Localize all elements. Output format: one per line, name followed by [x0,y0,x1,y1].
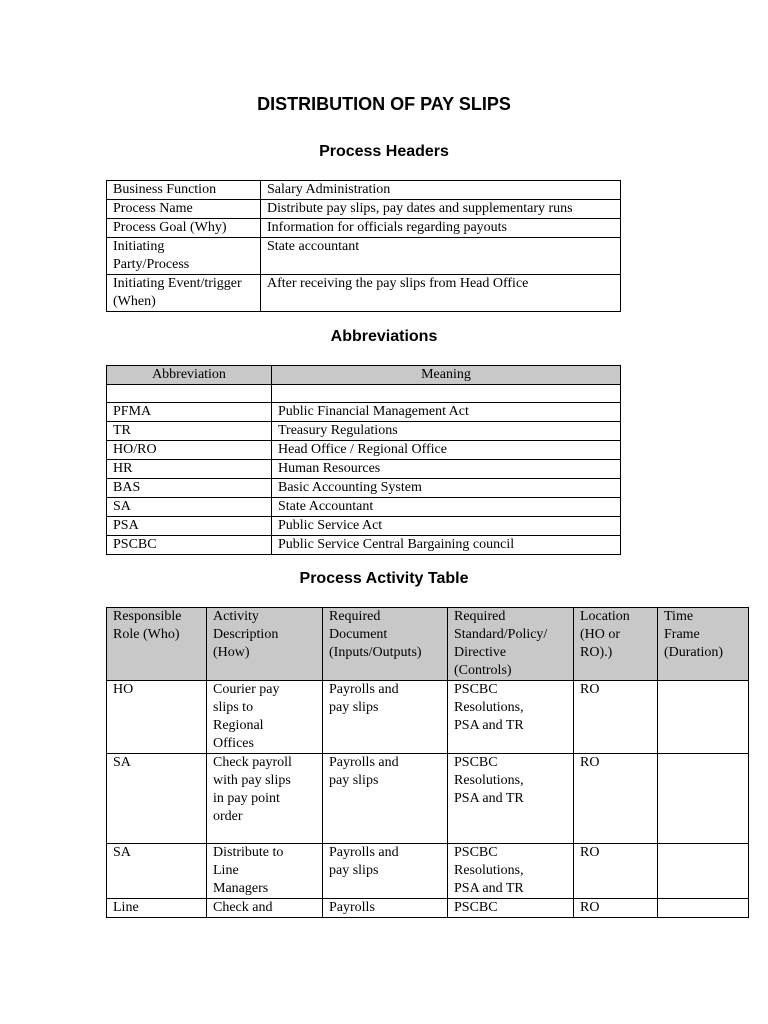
document-cell: Payrolls and pay slips [323,681,448,754]
abbreviation-cell: PFMA [107,403,272,422]
column-header-abbreviation: Abbreviation [107,366,272,385]
table-row [107,899,749,918]
role-cell: SA [107,754,207,844]
abbreviation-cell: HR [107,460,272,479]
timeframe-cell [658,844,749,899]
meaning-cell: State Accountant [272,498,621,517]
table-row [107,498,621,517]
table-row [107,275,621,312]
location-cell: RO [574,844,658,899]
process-activity-table [106,607,749,918]
document-cell: Payrolls and pay slips [323,844,448,899]
timeframe-cell [658,754,749,844]
document-cell: Payrolls [323,899,448,918]
table-row-empty [107,385,621,403]
meaning-cell: Human Resources [272,460,621,479]
abbreviations-table [106,365,621,555]
document-cell: Payrolls and pay slips [323,754,448,844]
location-cell: RO [574,899,658,918]
abbreviations-heading: Abbreviations [330,328,438,345]
role-cell: Line [107,899,207,918]
table-row [107,536,621,555]
abbreviation-cell: TR [107,422,272,441]
table-row [107,517,621,536]
standard-cell: PSCBC [448,899,574,918]
table-row [107,441,621,460]
meaning-cell: Public Service Central Bargaining council [272,536,621,555]
process-headers-heading: Process Headers [319,143,449,160]
header-key: Process Name [107,200,261,219]
meaning-cell: Head Office / Regional Office [272,441,621,460]
header-value: Salary Administration [261,181,621,200]
column-header-timeframe: Time Frame (Duration) [658,608,749,681]
empty-cell [272,385,621,403]
meaning-cell: Public Financial Management Act [272,403,621,422]
meaning-cell: Treasury Regulations [272,422,621,441]
header-key: Business Function [107,181,261,200]
role-cell: SA [107,844,207,899]
activity-cell: Courier pay slips to Regional Offices [207,681,323,754]
table-header-row [107,608,749,681]
location-cell: RO [574,754,658,844]
table-row [107,844,749,899]
meaning-cell: Basic Accounting System [272,479,621,498]
activity-cell: Check payroll with pay slips in pay point order [207,754,323,844]
meaning-cell: Public Service Act [272,517,621,536]
standard-cell: PSCBC Resolutions, PSA and TR [448,754,574,844]
activity-heading: Process Activity Table [299,570,469,587]
header-key: Initiating Party/Process [107,238,261,275]
column-header-meaning: Meaning [272,366,621,385]
timeframe-cell [658,899,749,918]
column-header-activity: Activity Description (How) [207,608,323,681]
process-headers-table [106,180,621,312]
table-row [107,200,621,219]
table-row [107,479,621,498]
column-header-standard: Required Standard/Policy/ Directive (Controls) [448,608,574,681]
timeframe-cell [658,681,749,754]
table-row [107,681,749,754]
abbreviation-cell: PSCBC [107,536,272,555]
abbreviation-cell: PSA [107,517,272,536]
abbreviation-cell: BAS [107,479,272,498]
abbreviation-cell: SA [107,498,272,517]
table-row [107,181,621,200]
header-value: Distribute pay slips, pay dates and supplementary runs [261,200,621,219]
header-value: Information for officials regarding payouts [261,219,621,238]
header-value: After receiving the pay slips from Head Office [261,275,621,312]
location-cell: RO [574,681,658,754]
column-header-document: Required Document (Inputs/Outputs) [323,608,448,681]
header-value: State accountant [261,238,621,275]
table-row [107,403,621,422]
role-cell: HO [107,681,207,754]
page-title: DISTRIBUTION OF PAY SLIPS [257,94,511,114]
table-row [107,422,621,441]
table-header-row [107,366,621,385]
activity-cell: Distribute to Line Managers [207,844,323,899]
standard-cell: PSCBC Resolutions, PSA and TR [448,681,574,754]
header-key: Initiating Event/trigger (When) [107,275,261,312]
table-row [107,754,749,844]
header-key: Process Goal (Why) [107,219,261,238]
activity-cell: Check and [207,899,323,918]
column-header-location: Location (HO or RO).) [574,608,658,681]
standard-cell: PSCBC Resolutions, PSA and TR [448,844,574,899]
table-row [107,238,621,275]
table-row [107,219,621,238]
empty-cell [107,385,272,403]
abbreviation-cell: HO/RO [107,441,272,460]
column-header-role: Responsible Role (Who) [107,608,207,681]
table-row [107,460,621,479]
